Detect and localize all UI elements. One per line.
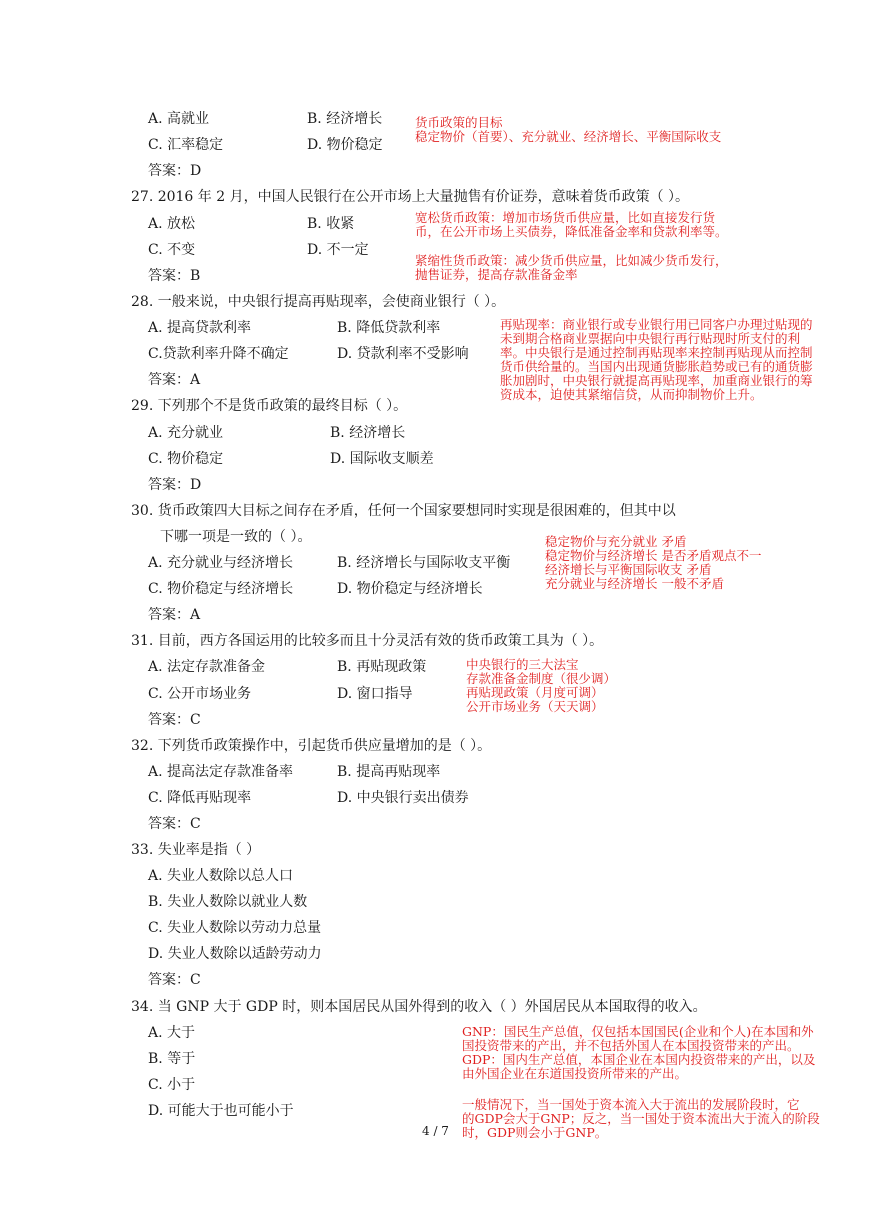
q31-option-b: B. 再贴现政策 bbox=[337, 659, 427, 675]
q26-note-line: 稳定物价（首要）、充分就业、经济增长、平衡国际收支 bbox=[415, 129, 722, 144]
q30-note-line: 稳定物价与充分就业 矛盾 bbox=[545, 534, 687, 549]
q29-stem: 29. 下列那个不是货币政策的最终目标（ ）。 bbox=[131, 398, 408, 414]
q29-answer: 答案：D bbox=[148, 477, 202, 493]
q27-note-line: 抛售证券，提高存款准备金率 bbox=[415, 267, 578, 282]
q28-note-line: 未到期合格商业票据向中央银行再行贴现时所支付的利 bbox=[500, 331, 801, 346]
q27-note-line: 币，在公开市场上买债券，降低准备金率和贷款利率等。 bbox=[415, 224, 728, 239]
q34-note-line: GNP：国民生产总值，仅包括本国国民(企业和个人)在本国和外 bbox=[462, 1024, 814, 1039]
q28-note-line: 胀加剧时，中央银行就提高再贴现率，加重商业银行的筹 bbox=[500, 373, 813, 388]
q34-option-a: A. 大于 bbox=[148, 1025, 196, 1041]
q30-option-d: D. 物价稳定与经济增长 bbox=[337, 581, 483, 597]
q27-option-d: D. 不一定 bbox=[307, 242, 369, 258]
q34-note-line: 由外国企业在东道国投资所带来的产出。 bbox=[462, 1066, 688, 1081]
q28-note-line: 货币供给量的。当国内出现通货膨胀趋势或已有的通货膨 bbox=[500, 359, 813, 374]
q30-note-line: 经济增长与平衡国际收支 矛盾 bbox=[545, 562, 712, 577]
q34-note-line: 一般情况下，当一国处于资本流入大于流出的发展阶段时，它 bbox=[462, 1097, 800, 1112]
q31-option-c: C. 公开市场业务 bbox=[148, 686, 252, 702]
q31-option-d: D. 窗口指导 bbox=[337, 686, 413, 702]
q28-note-line: 资成本，迫使其紧缩信贷，从而抑制物价上升。 bbox=[500, 387, 763, 402]
q33-option-b: B. 失业人数除以就业人数 bbox=[148, 894, 308, 910]
q26-option-d: D. 物价稳定 bbox=[307, 137, 383, 153]
q33-stem: 33. 失业率是指（ ） bbox=[131, 842, 261, 858]
q34-option-c: C. 小于 bbox=[148, 1077, 196, 1093]
q28-note-line: 再贴现率：商业银行或专业银行用已同客户办理过贴现的 bbox=[500, 317, 813, 332]
q30-option-b: B. 经济增长与国际收支平衡 bbox=[337, 555, 511, 571]
q30-option-a: A. 充分就业与经济增长 bbox=[148, 555, 294, 571]
q31-option-a: A. 法定存款准备金 bbox=[148, 659, 266, 675]
q32-option-c: C. 降低再贴现率 bbox=[148, 790, 252, 806]
q27-note-line: 宽松货币政策：增加市场货币供应量，比如直接发行货 bbox=[415, 210, 716, 225]
q27-answer: 答案：B bbox=[148, 268, 201, 284]
q31-answer: 答案：C bbox=[148, 712, 201, 728]
q28-option-a: A. 提高贷款利率 bbox=[148, 320, 252, 336]
q27-note-line: 紧缩性货币政策：减少货币供应量，比如减少货币发行， bbox=[415, 253, 728, 268]
page-number: 4 / 7 bbox=[422, 1124, 449, 1138]
q27-stem: 27. 2016 年 2 月，中国人民银行在公开市场上大量抛售有价证券，意味着货币政策（ ）。 bbox=[131, 189, 690, 205]
q30-note-line: 充分就业与经济增长 一般不矛盾 bbox=[545, 576, 724, 591]
q28-option-d: D. 贷款利率不受影响 bbox=[337, 346, 469, 362]
q26-option-c: C. 汇率稳定 bbox=[148, 137, 224, 153]
q29-option-a: A. 充分就业 bbox=[148, 425, 224, 441]
q34-note-line: 的GDP会大于GNP；反之，当一国处于资本流出大于流入的阶段 bbox=[462, 1111, 820, 1126]
q33-option-d: D. 失业人数除以适龄劳动力 bbox=[148, 946, 322, 962]
q28-option-c: C.贷款利率升降不确定 bbox=[148, 346, 289, 362]
q26-note-line: 货币政策的目标 bbox=[415, 115, 503, 130]
q28-answer: 答案：A bbox=[148, 372, 201, 388]
q30-stem: 30. 货币政策四大目标之间存在矛盾，任何一个国家要想同时实现是很困难的，但其中以 bbox=[131, 503, 676, 519]
q31-note-line: 中央银行的三大法宝 bbox=[466, 657, 579, 672]
q26-option-a: A. 高就业 bbox=[148, 111, 210, 127]
q32-answer: 答案：C bbox=[148, 816, 201, 832]
q31-stem: 31. 目前，西方各国运用的比较多而且十分灵活有效的货币政策工具为（ ）。 bbox=[131, 633, 604, 649]
q30-option-c: C. 物价稳定与经济增长 bbox=[148, 581, 294, 597]
q31-note-line: 再贴现政策（月度可调） bbox=[466, 685, 604, 700]
q34-note-line: GDP：国内生产总值，本国企业在本国内投资带来的产出，以及 bbox=[462, 1052, 816, 1067]
q34-option-d: D. 可能大于也可能小于 bbox=[148, 1103, 294, 1119]
q27-option-b: B. 收紧 bbox=[307, 216, 355, 232]
q29-option-d: D. 国际收支顺差 bbox=[330, 451, 434, 467]
q29-option-c: C. 物价稳定 bbox=[148, 451, 224, 467]
q29-option-b: B. 经济增长 bbox=[330, 425, 406, 441]
q30-note-line: 稳定物价与经济增长 是否矛盾观点不一 bbox=[545, 548, 762, 563]
q31-note-line: 公开市场业务（天天调） bbox=[466, 699, 604, 714]
q33-answer: 答案：C bbox=[148, 972, 201, 988]
q30-stem-cont: 下哪一项是一致的（ ）。 bbox=[160, 529, 312, 545]
q33-option-c: C. 失业人数除以劳动力总量 bbox=[148, 920, 322, 936]
q33-option-a: A. 失业人数除以总人口 bbox=[148, 868, 294, 884]
q26-answer: 答案：D bbox=[148, 163, 202, 179]
q28-option-b: B. 降低贷款利率 bbox=[337, 320, 441, 336]
q34-option-b: B. 等于 bbox=[148, 1051, 196, 1067]
q32-stem: 32. 下列货币政策操作中，引起货币供应量增加的是（ ）。 bbox=[131, 738, 492, 754]
q31-note-line: 存款准备金制度（很少调） bbox=[466, 671, 617, 686]
q32-option-a: A. 提高法定存款准备率 bbox=[148, 764, 294, 780]
q26-option-b: B. 经济增长 bbox=[307, 111, 383, 127]
q34-note-line: 国投资带来的产出，并不包括外国人在本国投资带来的产出。 bbox=[462, 1038, 800, 1053]
q32-option-d: D. 中央银行卖出债券 bbox=[337, 790, 469, 806]
q34-stem: 34. 当 GNP 大于 GDP 时，则本国居民从国外得到的收入（ ）外国居民从本国取得的收入。 bbox=[131, 999, 707, 1015]
q28-note-line: 率。中央银行是通过控制再贴现率来控制再贴现从而控制 bbox=[500, 345, 813, 360]
q28-stem: 28. 一般来说，中央银行提高再贴现率，会使商业银行（ ）。 bbox=[131, 294, 506, 310]
q27-option-c: C. 不变 bbox=[148, 242, 196, 258]
q34-note-line: 时，GDP则会小于GNP。 bbox=[462, 1125, 608, 1140]
q32-option-b: B. 提高再贴现率 bbox=[337, 764, 441, 780]
q30-answer: 答案：A bbox=[148, 607, 201, 623]
q27-option-a: A. 放松 bbox=[148, 216, 196, 232]
